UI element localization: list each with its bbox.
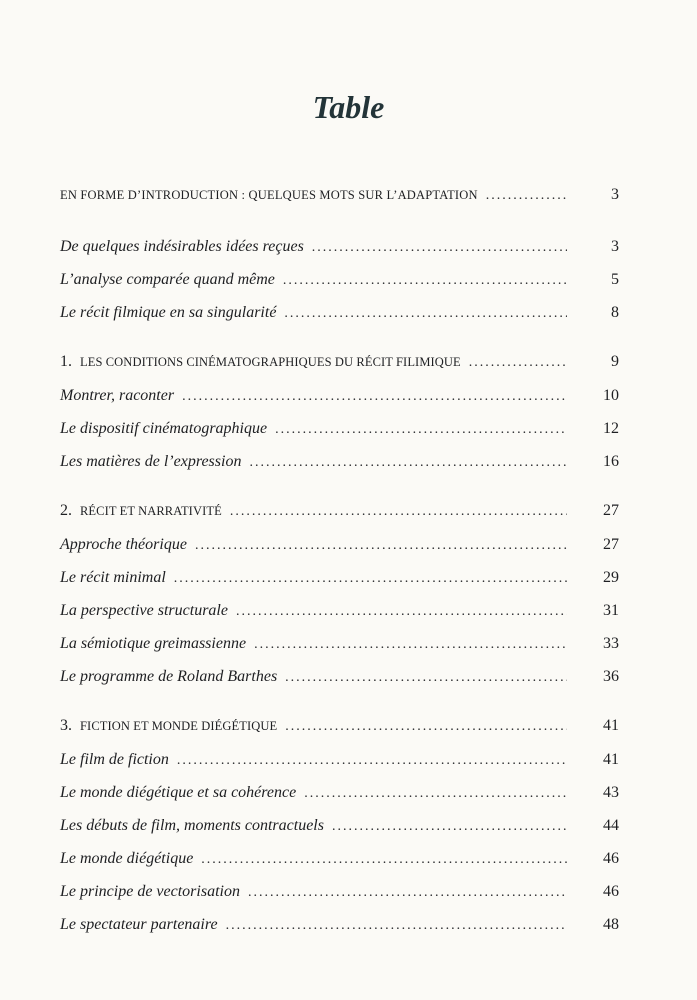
dot-leader [230, 500, 567, 524]
toc-entry[interactable] [60, 450, 619, 474]
toc-entry-label: Le monde diégétique et sa cohérence [60, 784, 297, 801]
toc-entry-label: EN FORME D’INTRODUCTION : QUELQUES MOTS SUR L’ADAPTATION [60, 188, 478, 202]
toc-entry[interactable] [60, 268, 619, 292]
toc-entry-label: Le spectateur partenaire [60, 916, 218, 933]
toc-entry-page: 36 [603, 668, 619, 685]
toc-entry-label: Le monde diégétique [60, 850, 194, 867]
toc-entry[interactable] [60, 748, 619, 772]
toc-entry[interactable] [60, 781, 619, 805]
dot-leader [226, 914, 567, 938]
toc-entry-page: 48 [603, 916, 619, 933]
toc-entry-page: 27 [603, 502, 619, 519]
toc-entry-label: La perspective structurale [60, 602, 228, 619]
toc-entry-introduction[interactable] [60, 183, 619, 207]
toc-entry-page: 5 [611, 271, 619, 288]
toc-entry-page: 44 [603, 817, 619, 834]
dot-leader [285, 715, 567, 739]
dot-leader [177, 749, 567, 773]
toc-entry-label: La sémiotique greimassienne [60, 635, 247, 652]
toc-entry-page: 29 [603, 569, 619, 586]
toc-entry-page: 46 [603, 883, 619, 900]
toc-entry[interactable] [60, 566, 619, 590]
toc-entry-label: Le récit filmique en sa singularité [60, 304, 277, 321]
toc-entry-page: 12 [603, 420, 619, 437]
toc-entry[interactable] [60, 814, 619, 838]
toc-entry-page: 31 [603, 602, 619, 619]
toc-entry[interactable] [60, 533, 619, 557]
toc-entry-page: 8 [611, 304, 619, 321]
dot-leader [195, 534, 567, 558]
toc-entry-label [60, 350, 461, 374]
dot-leader [285, 666, 567, 690]
toc-entry-label: L’analyse comparée quand même [60, 271, 275, 288]
dot-leader [284, 302, 567, 326]
toc-entry-page: 46 [603, 850, 619, 867]
toc-entry-page: 9 [611, 353, 619, 370]
toc-entry-page: 43 [603, 784, 619, 801]
toc-entry-label: De quelques indésirables idées reçues [60, 238, 304, 255]
page-title: Table [312, 89, 385, 125]
dot-leader [469, 351, 567, 375]
dot-leader [486, 184, 567, 208]
dot-leader [248, 881, 567, 905]
toc-entry-label: Le film de fiction [60, 751, 169, 768]
dot-leader [174, 567, 567, 591]
dot-leader [304, 782, 567, 806]
chapter-title: LES CONDITIONS CINÉMATOGRAPHIQUES DU RÉCIT FILIMIQUE [80, 355, 461, 369]
toc-entry-label: Montrer, raconter [60, 387, 175, 404]
toc-entry-label: Les débuts de film, moments contractuels [60, 817, 324, 834]
toc-chapter-1[interactable] [60, 350, 619, 374]
dot-leader [332, 815, 567, 839]
toc-entry-page: 10 [603, 387, 619, 404]
toc-entry[interactable] [60, 847, 619, 871]
toc-entry[interactable] [60, 599, 619, 623]
dot-leader [182, 385, 567, 409]
toc-entry[interactable] [60, 384, 619, 408]
toc-entry-page: 16 [603, 453, 619, 470]
dot-leader [249, 451, 567, 475]
chapter-number: 3. [60, 717, 72, 734]
dot-leader [254, 633, 567, 657]
dot-leader [312, 236, 567, 260]
toc-entry-label: Le principe de vectorisation [60, 883, 240, 900]
dot-leader [201, 848, 567, 872]
toc-chapter-3[interactable] [60, 714, 619, 738]
chapter-number: 2. [60, 502, 72, 519]
toc-entry-label [60, 499, 222, 523]
toc-entry[interactable] [60, 417, 619, 441]
chapter-title: FICTION ET MONDE DIÉGÉTIQUE [80, 719, 278, 733]
toc-entry[interactable] [60, 235, 619, 259]
toc-entry-page: 41 [603, 751, 619, 768]
toc-entry-label: Le dispositif cinématographique [60, 420, 268, 437]
dot-leader [275, 418, 567, 442]
toc-entry-page: 41 [603, 717, 619, 734]
toc-entry[interactable] [60, 880, 619, 904]
toc-entry[interactable] [60, 301, 619, 325]
chapter-title: RÉCIT ET NARRATIVITÉ [80, 504, 222, 518]
toc-entry-label [60, 714, 277, 738]
toc-entry[interactable] [60, 632, 619, 656]
toc-entry-label: Approche théorique [60, 536, 187, 553]
toc-entry-label: Le récit minimal [60, 569, 166, 586]
dot-leader [236, 600, 567, 624]
toc-entry-page: 27 [603, 536, 619, 553]
toc-entry-page: 33 [603, 635, 619, 652]
toc-entry-page: 3 [611, 186, 619, 203]
toc-chapter-2[interactable] [60, 499, 619, 523]
toc-entry-page: 3 [611, 238, 619, 255]
toc-entry-label: Les matières de l’expression [60, 453, 242, 470]
dot-leader [283, 269, 567, 293]
toc-entry[interactable] [60, 665, 619, 689]
toc-entry[interactable] [60, 913, 619, 937]
toc-entry-label: Le programme de Roland Barthes [60, 668, 278, 685]
chapter-number: 1. [60, 353, 72, 370]
